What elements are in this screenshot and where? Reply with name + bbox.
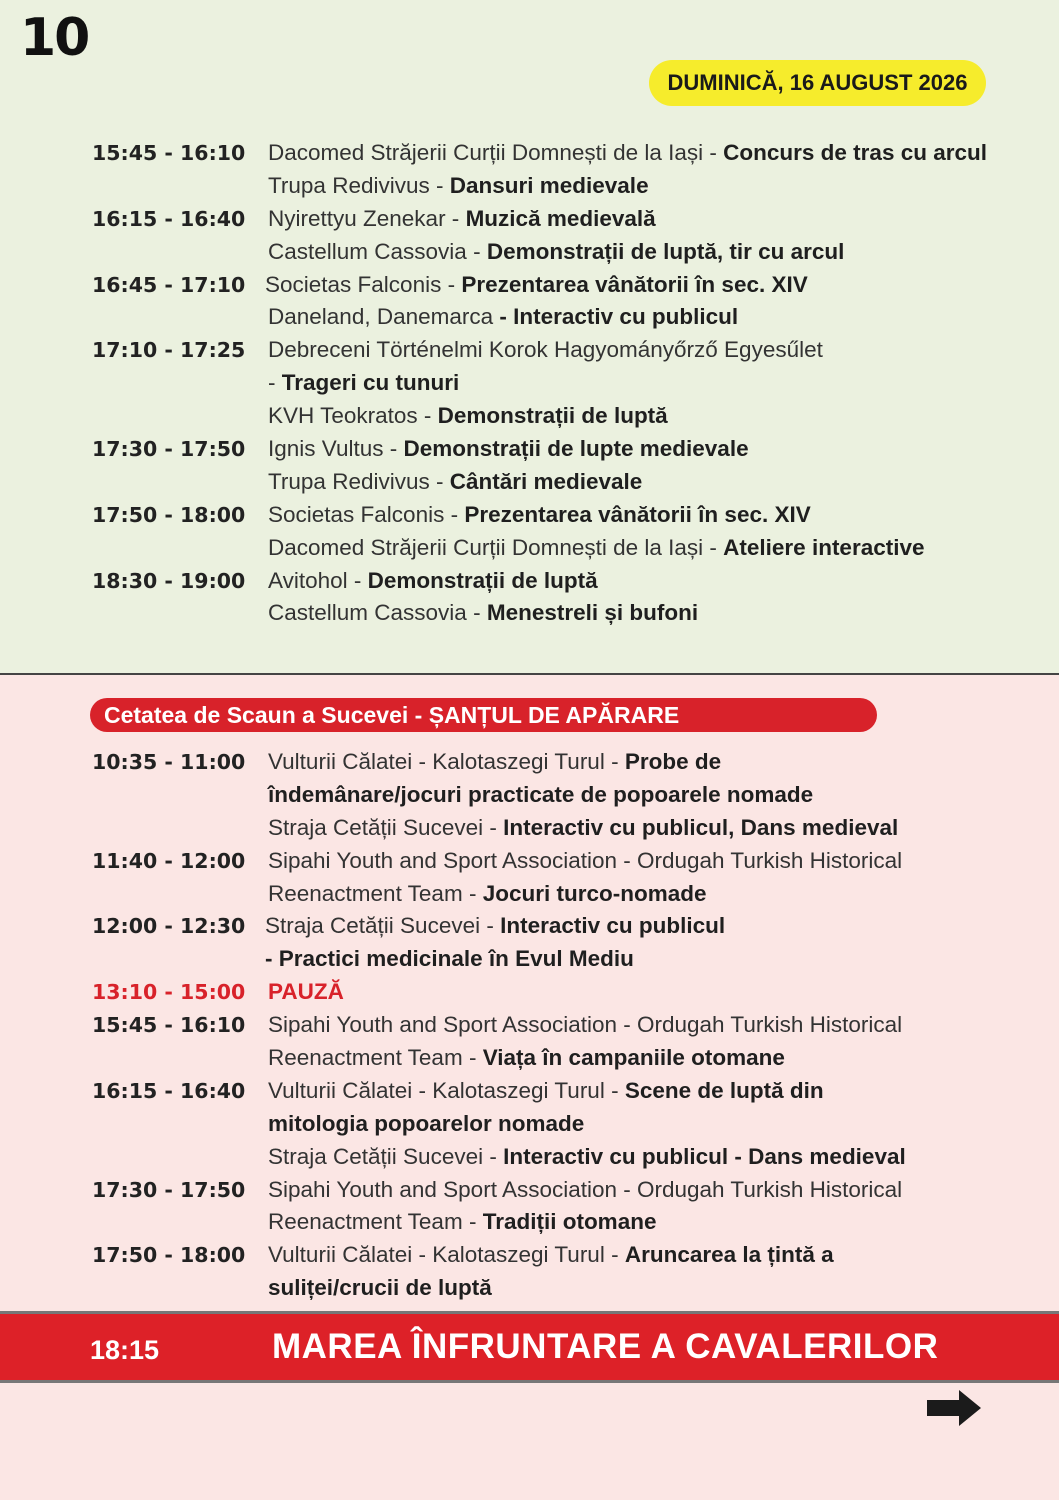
event-text [268,400,668,433]
activity-name: Demonstrații de luptă [437,403,668,429]
troupe-name: Reenactment Team - [268,1209,483,1235]
activity-name: Probe de [624,749,722,774]
troupe-name: Sipahi Youth and Sport Association - Ordugah Turkish Historical [268,1176,903,1202]
event-text [268,1272,492,1305]
troupe-name: Straja Cetății Sucevei - [268,1143,504,1169]
activity-name: Concurs de tras cu arcul [723,140,987,165]
time-slot: 17:50 - 18:00 [92,1243,246,1268]
troupe-name: Ignis Vultus - [268,436,404,462]
event-text [268,812,898,845]
time-slot: 10:35 - 11:00 [92,750,246,774]
schedule-row [0,1174,1059,1207]
schedule-row [0,812,1059,845]
schedule-row [0,301,1059,334]
activity-name: Dansuri medievale [449,172,649,198]
event-text [268,367,459,400]
schedule-row [0,334,1059,367]
troupe-name: Sipahi Youth and Sport Association - Ordugah Turkish Historical [268,847,903,873]
page-number: 10 [20,8,89,68]
event-text [268,137,987,170]
troupe-name: Nyirettyu Zenekar - [268,205,466,231]
troupe-name: Vulturii Călatei - Kalotaszegi Turul - [268,1077,625,1103]
event-text [268,1075,824,1108]
event-text [268,878,706,911]
activity-name: Demonstrații de luptă [367,567,598,593]
activity-name: Interactiv cu publicul - Dans medieval [503,1143,906,1169]
schedule-row [0,1075,1059,1108]
event-text [265,943,634,976]
event-text [268,1042,785,1075]
schedule-row [0,746,1059,779]
event-text [268,499,811,532]
event-text [268,203,656,236]
schedule-row [0,236,1059,269]
activity-name: Prezentarea vânătorii în sec. XIV [461,271,808,297]
troupe-name: Daneland, Danemarca [268,304,500,330]
troupe-name: Castellum Cassovia - [268,238,487,264]
event-text [268,433,749,466]
schedule-row [0,269,1059,302]
schedule-row [0,1009,1059,1042]
schedule-row [0,1108,1059,1141]
event-text [268,976,344,1009]
event-text [268,334,823,367]
event-text [268,532,925,565]
location-title: Cetatea de Scaun a Sucevei - ȘANȚUL DE APĂRARE [90,698,877,732]
activity-name: PAUZĂ [268,979,344,1005]
event-text [265,910,725,943]
activity-name: Viața în campaniile otomane [482,1045,785,1071]
highlight-banner [0,1311,1059,1383]
banner-title: MAREA ÎNFRUNTARE A CAVALERILOR [272,1327,939,1366]
event-text [268,236,844,269]
event-text [268,1174,902,1207]
troupe-name: - [268,370,282,396]
time-slot: 17:30 - 17:50 [92,437,246,462]
activity-name: - Practici medicinale în Evul Mediu [265,946,634,972]
time-slot: 11:40 - 12:00 [92,848,246,873]
top-schedule [0,137,1059,630]
troupe-name: Sipahi Youth and Sport Association - Ordugah Turkish Historical [268,1012,903,1038]
schedule-row [0,1239,1059,1272]
troupe-name: Straja Cetății Sucevei - [265,913,501,939]
time-slot: 16:15 - 16:40 [92,1078,246,1103]
time-slot: 18:30 - 19:00 [92,568,246,593]
time-slot: 17:50 - 18:00 [92,502,246,527]
schedule-row [0,532,1059,565]
troupe-name: Societas Falconis - [268,501,465,527]
troupe-name: Societas Falconis - [265,271,462,297]
time-slot: 15:45 - 16:10 [92,141,246,165]
schedule-row [0,878,1059,911]
event-text [268,1239,834,1272]
schedule-row [0,170,1059,203]
schedule-row [0,367,1059,400]
bottom-schedule [0,746,1059,1305]
troupe-name: Dacomed Străjerii Curții Domnești de la Iași - [268,534,724,560]
activity-name: Cântări medievale [449,468,643,494]
troupe-name: Castellum Cassovia - [268,600,487,626]
activity-name: Ateliere interactive [723,534,925,560]
event-text [268,1141,906,1174]
troupe-name: Straja Cetății Sucevei - [268,814,504,840]
activity-name: îndemânare/jocuri practicate de popoarele nomade [268,781,814,807]
troupe-name: Reenactment Team - [268,1045,483,1071]
activity-name: Muzică medievală [465,205,656,231]
time-slot: 15:45 - 16:10 [92,1013,246,1038]
troupe-name: Trupa Redivivus - [268,468,450,494]
activity-name: suliței/crucii de luptă [268,1275,492,1301]
time-slot: 16:45 - 17:10 [92,272,246,297]
schedule-row [0,976,1059,1009]
event-text [268,779,813,812]
schedule-row [0,597,1059,630]
time-slot: 12:00 - 12:30 [92,914,246,939]
troupe-name: Trupa Redivivus - [268,172,450,198]
activity-name: Menestreli și bufoni [486,600,699,626]
event-text [268,845,902,878]
schedule-row [0,1141,1059,1174]
event-text [268,301,738,334]
troupe-name: Avitohol - [268,567,368,593]
event-text [268,170,649,203]
activity-name: Demonstrații de lupte medievale [403,436,749,462]
schedule-row [0,845,1059,878]
troupe-name: KVH Teokratos - [268,403,438,429]
event-text [268,565,598,598]
schedule-row [0,1206,1059,1239]
event-text [265,269,808,302]
schedule-row [0,400,1059,433]
schedule-row [0,565,1059,598]
activity-name: Scene de luptă din [624,1077,824,1103]
activity-name: Jocuri turco-nomade [482,880,707,906]
troupe-name: Vulturii Călatei - Kalotaszegi Turul - [268,749,625,774]
event-text [268,1108,584,1141]
date-badge: DUMINICĂ, 16 AUGUST 2026 [649,60,986,106]
event-text [268,597,698,630]
time-slot: 17:10 - 17:25 [92,338,246,363]
troupe-name: Vulturii Călatei - Kalotaszegi Turul - [268,1242,625,1268]
activity-name: Aruncarea la țintă a [624,1242,834,1268]
schedule-row [0,779,1059,812]
event-text [268,466,642,499]
schedule-row [0,1042,1059,1075]
activity-name: Tradiții otomane [482,1209,657,1235]
time-slot: 16:15 - 16:40 [92,206,246,231]
event-text [268,1009,902,1042]
schedule-row [0,499,1059,532]
troupe-name: Debreceni Történelmi Korok Hagyományőrző Egyesűlet [268,337,823,363]
activity-name: mitologia popoarelor nomade [268,1110,585,1136]
schedule-row [0,137,1059,170]
schedule-row [0,433,1059,466]
arrow-right-icon[interactable] [925,1388,983,1428]
event-text [268,746,721,779]
activity-name: Trageri cu tunuri [281,370,460,396]
schedule-row [0,910,1059,943]
time-slot: 13:10 - 15:00 [92,980,246,1005]
activity-name: Interactiv cu publicul, Dans medieval [503,814,899,840]
schedule-row [0,943,1059,976]
activity-name: - Interactiv cu publicul [499,304,739,330]
activity-name: Demonstrații de luptă, tir cu arcul [486,238,845,264]
banner-time: 18:15 [90,1335,160,1365]
activity-name: Prezentarea vânătorii în sec. XIV [464,501,811,527]
activity-name: Interactiv cu publicul [500,913,726,939]
troupe-name: Reenactment Team - [268,880,483,906]
schedule-row [0,1272,1059,1305]
time-slot: 17:30 - 17:50 [92,1177,246,1202]
schedule-row [0,203,1059,236]
troupe-name: Dacomed Străjerii Curții Domnești de la Iași - [268,140,724,165]
event-text [268,1206,656,1239]
schedule-row [0,466,1059,499]
